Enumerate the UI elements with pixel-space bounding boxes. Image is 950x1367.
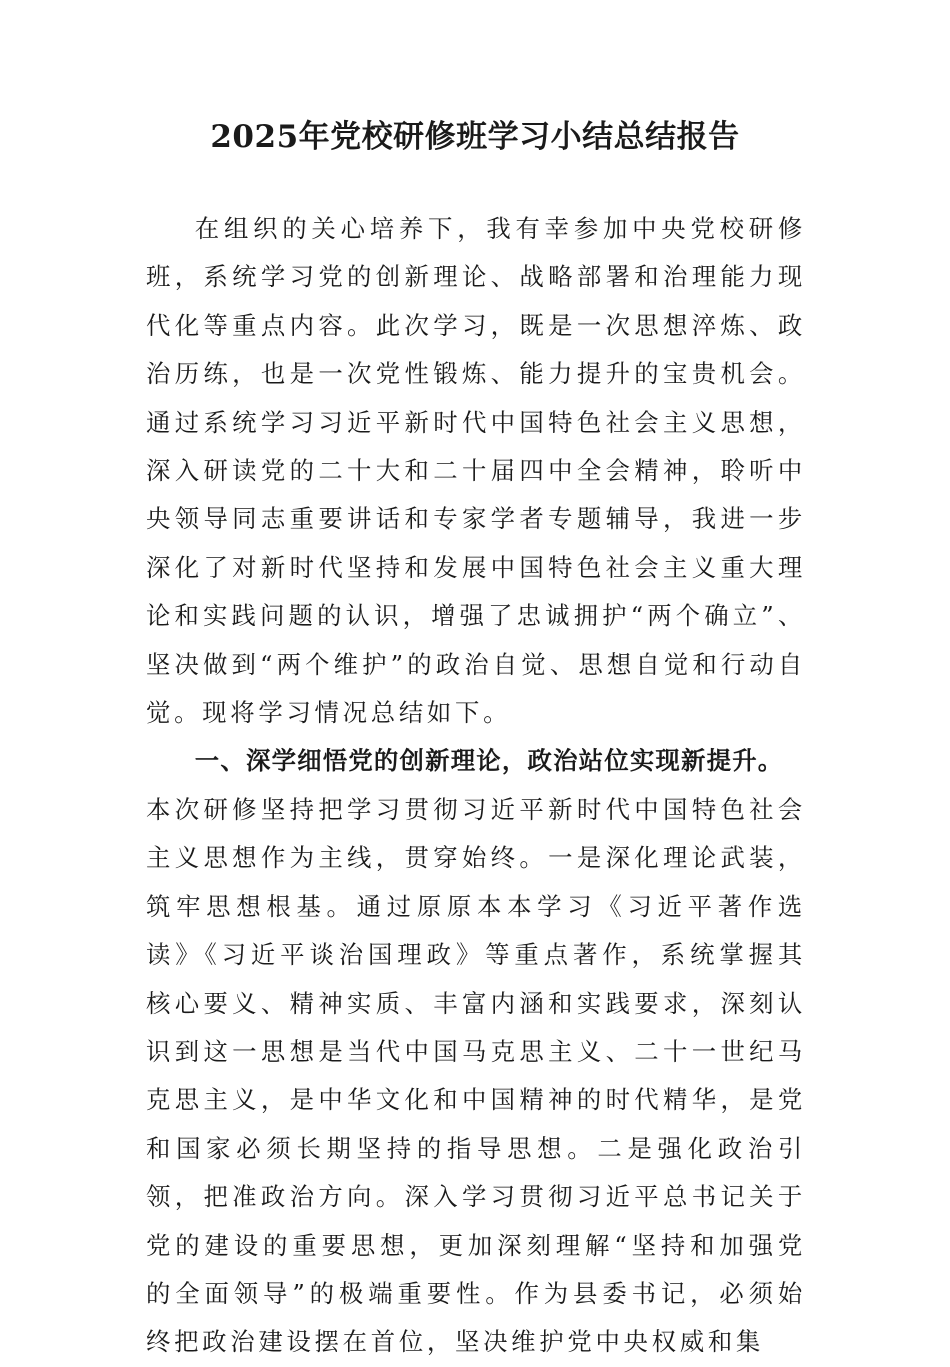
- section-one-paragraph: 本次研修坚持把学习贯彻习近平新时代中国特色社会主义思想作为主线，贯穿始终。一是深化理论武装，筑牢思想根基。通过原原本本学习《习近平著作选读》《习近平谈治国理政》等重点著作，系统掌握其核心要义、精神实质、丰富内涵和实践要求，深刻认识到这一思想是当代中国马克思主义、二十一世纪马克思主义，是中华文化和中国精神的时代精华，是党和国家必须长期坚持的指导思想。二是强化政治引领，把准政治方向。深入学习贯彻习近平总书记关于党的建设的重要思想，更加深刻理解“坚持和加强党的全面领导”的极端重要性。作为县委书记，必须始终把政治建设摆在首位，坚决维护党中央权威和集: [146, 794, 806, 1357]
- document-title: 2025年党校研修班学习小结总结报告: [210, 119, 740, 155]
- document-body: [146, 205, 806, 1367]
- section-one-heading: 一、深学细悟党的创新理论，政治站位实现新提升。: [194, 746, 784, 776]
- intro-paragraph: 在组织的关心培养下，我有幸参加中央党校研修班，系统学习党的创新理论、战略部署和治理能力现代化等重点内容。此次学习，既是一次思想淬炼、政治历练，也是一次党性锻炼、能力提升的宝贵机会。通过系统学习习近平新时代中国特色社会主义思想，深入研读党的二十大和二十届四中全会精神，聆听中央领导同志重要讲话和专家学者专题辅导，我进一步深化了对新时代坚持和发展中国特色社会主义重大理论和实践问题的认识，增强了忠诚拥护“两个确立”、坚决做到“两个维护”的政治自觉、思想自觉和行动自觉。现将学习情况总结如下。: [146, 214, 806, 728]
